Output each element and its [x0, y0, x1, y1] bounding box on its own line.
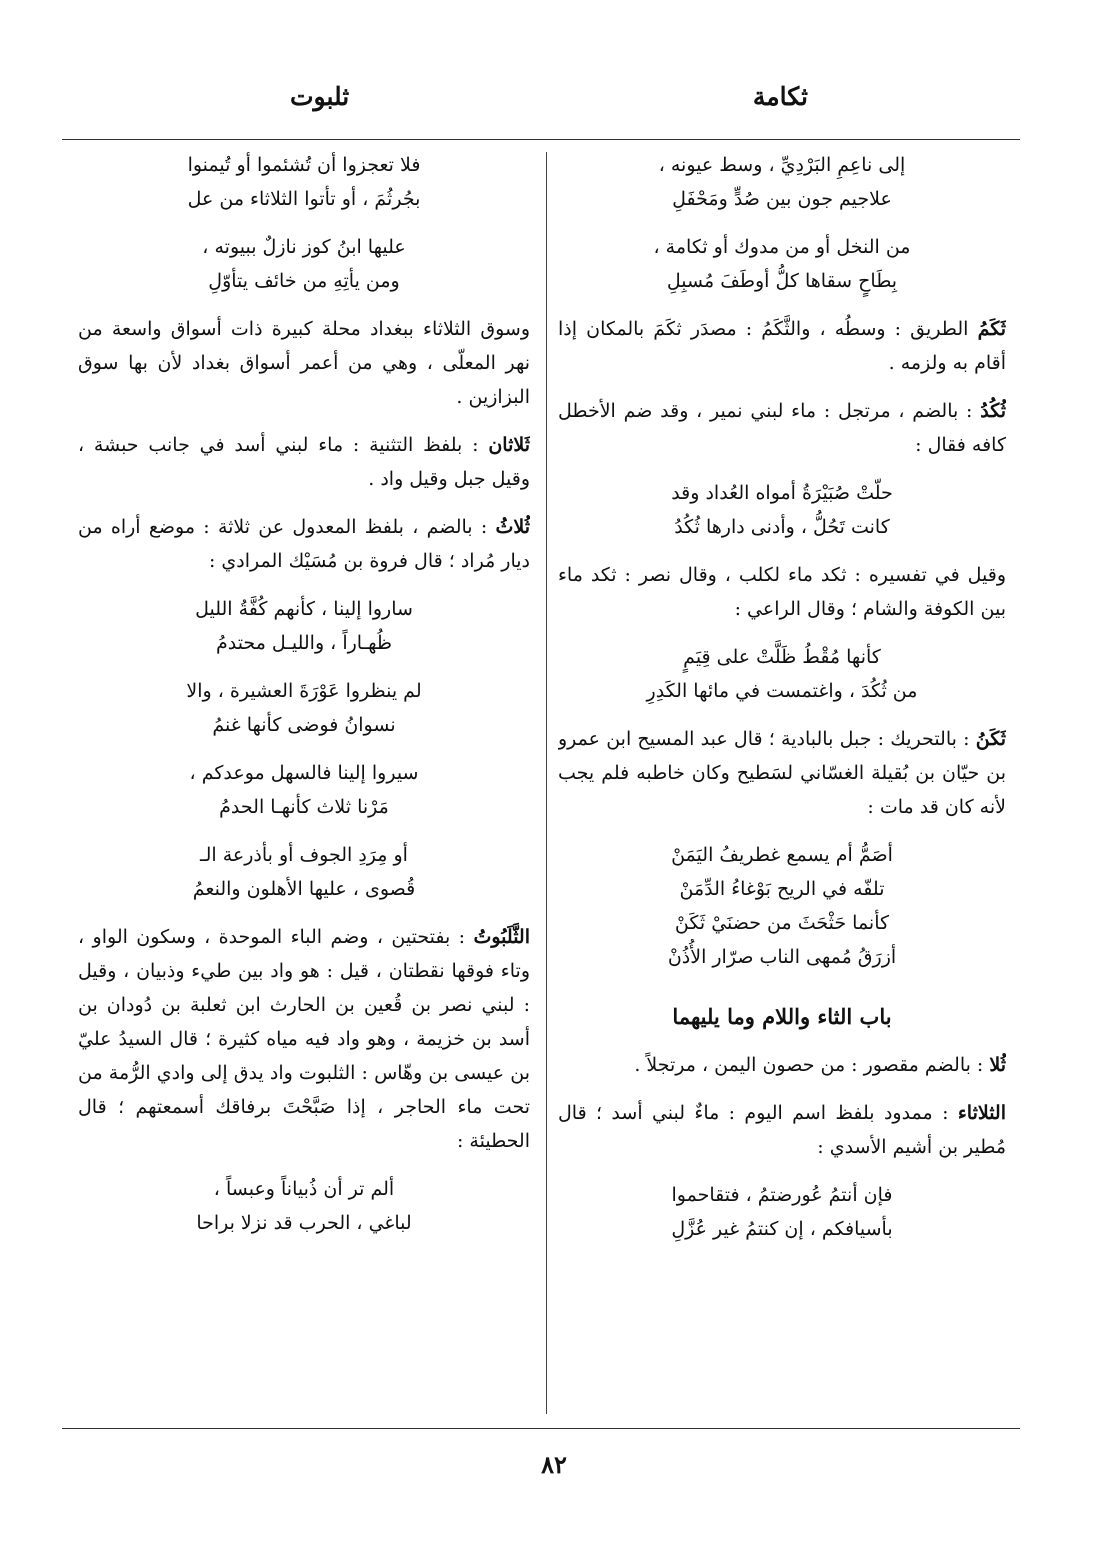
entry-thakan: [558, 722, 1006, 824]
verse-line: ألم تر أن ذُبياناً وعبساً ،: [213, 1178, 395, 1200]
entry-thulath: [78, 510, 530, 578]
entry-headword: ثُكُدُ: [980, 400, 1006, 422]
left-header-title: ثلبوت: [290, 82, 350, 111]
left-column: [78, 148, 530, 1416]
entry-text: : بلفظ التثنية : ماء لبني أسد في جانب حبشة ، وقيل جبل وقيل واد .: [78, 434, 530, 490]
top-rule: [62, 139, 1020, 140]
verse-line: كأنها مُقْطُ ظَلَّتْ على قِيَمٍ: [683, 646, 881, 668]
verse-line: من ثُكُدَ ، واغتمست في مائها الكَدِرِ: [646, 680, 918, 702]
verse: [558, 230, 1006, 298]
right-header-title: ثكامة: [752, 82, 808, 111]
section-heading: باب الثاء واللام وما يليهما: [672, 1004, 892, 1029]
verse-line: مَرْنا ثلاث كأنهـا الحدمُ: [219, 796, 389, 818]
verse: [558, 148, 1006, 216]
bottom-rule: [62, 1428, 1020, 1429]
page-number: ٨٢: [541, 1450, 567, 1479]
entry-thukud: [558, 394, 1006, 462]
entry-headword: ثَكَنُ: [975, 728, 1006, 750]
entry-text: : بالضم ، مرتجل : ماء لبني نمير ، وقد ضم الأخطل كافه فقال :: [558, 400, 1006, 456]
verse: [78, 1172, 530, 1240]
verse-line: علاجيم جون بين صُدٍّ ومَحْفَلِ: [672, 188, 892, 210]
verse-line: حلّتْ صُبَيْرَةُ أمواه العُداد وقد: [671, 482, 893, 504]
entry-text: : بالضم ، بلفظ المعدول عن ثلاثة : موضع أراه من ديار مُراد ؛ قال فروة بن مُسَيْك المرادي :: [78, 516, 530, 572]
verse: [558, 1178, 1006, 1246]
entry-text: : بالتحريك : جبل بالبادية ؛ قال عبد المسيح ابن عمرو بن حيّان بن بُقيلة الغسّاني لسَطيح وكان خاطبه فلم يجب لأنه كان قد مات :: [558, 728, 1006, 818]
verse-line: من النخل أو من مدوك أو ثكامة ،: [653, 236, 911, 258]
entry-text: : بفتحتين ، وضم الباء الموحدة ، وسكون الواو ، وتاء فوقها نقطتان ، قيل : هو واد بين طيء وذبيان ، وقيل : لبني نصر بن قُعين بن الحارث ابن ثعلبة بن دُودان بن أسد بن خزيمة ، وهو واد فيه مياه كثيرة ؛ قال السيدُ عليّ بن عيسى بن وهّاس : الثلبوت واد يدق إلى وادي الرُّمة من تحت ماء الحاجر ، إذا صَبَّحْتَ برفاقك أسمعتهم ؛ قال الحطيئة :: [78, 926, 530, 1152]
verse-line: نسوانُ فوضى كأنها غنمُ: [212, 714, 396, 736]
verse: [78, 592, 530, 660]
verse-line: ظُهـاراً ، والليـل محتدمُ: [215, 632, 393, 654]
entry-tafsir: [558, 558, 1006, 626]
verse: [558, 640, 1006, 708]
verse-line: سيروا إلينا فالسهل موعدكم ،: [189, 762, 419, 784]
verse-line: بِطَاحٍ سقاها كلُّ أوطَفَ مُسبِلِ: [666, 270, 898, 292]
entry-headword: ثَكَمُ: [977, 318, 1006, 340]
entry-thakm: [558, 312, 1006, 380]
entry-thula: [558, 1048, 1006, 1082]
entry-headword: الثَّلَبُوتُ: [473, 926, 530, 948]
verse-line: قُصوى ، عليها الأهلون والنعمُ: [192, 878, 416, 900]
verse-line: بجُرثُمَ ، أو تأتوا الثلاثاء من عل: [187, 188, 421, 210]
verse-line: كأنما حَثْحَثَ من حضنَيْ ثَكَنْ: [674, 912, 890, 934]
verse-line: أو مِرَدِ الجوف أو بأذرعة الـ: [200, 844, 408, 866]
entry-thalabut: [78, 920, 530, 1158]
verse-line: إلى ناعِمِ البَرْدِيِّ ، وسط عيونه ،: [658, 154, 906, 176]
column-divider: [546, 152, 547, 1414]
verse: [558, 838, 1006, 974]
verse-line: كانت تَحُلُّ ، وأدنى دارها ثُكُدُ: [674, 516, 890, 538]
right-column: [558, 148, 1006, 1416]
verse-line: ساروا إلينا ، كأنهم كُفَّةُ الليل: [195, 598, 413, 620]
entry-text: وقيل في تفسيره : ثكد ماء لكلب ، وقال نصر : ثكد ماء بين الكوفة والشام ؛ وقال الراعي :: [558, 564, 1006, 620]
verse-line: فلا تعجزوا أن تُشئموا أو تُيمنوا: [187, 154, 421, 176]
verse-line: أزرَقُ مُمهى الناب صرّار الأُذُنْ: [667, 946, 897, 968]
verse-line: عليها ابنُ كوز نازلٌ ببيوته ،: [202, 236, 406, 258]
verse-line: أصَمُّ أم يسمع غطريفُ اليَمَنْ: [671, 844, 893, 866]
verse: [78, 838, 530, 906]
verse-line: لباغي ، الحرب قد نزلا براحا: [196, 1212, 412, 1234]
verse: [78, 230, 530, 298]
entry-text: الطريق : وسطُه ، والثَّكَمُ : مصدَر ثكَمَ بالمكان إذا أقام به ولزمه .: [558, 318, 1006, 374]
entry-text: وسوق الثلاثاء ببغداد محلة كبيرة ذات أسواق واسعة من نهر المعلّى ، وهي من أعمر أسواق بغداد لأن بها سوق البزازين .: [78, 318, 530, 408]
entry-text: : ممدود بلفظ اسم اليوم : ماءٌ لبني أسد ؛ قال مُطير بن أشيم الأسدي :: [558, 1102, 1006, 1158]
entry-thalathan: [78, 428, 530, 496]
verse: [78, 756, 530, 824]
verse-line: تلفّه في الريح بَوْغاءُ الدِّمَنْ: [679, 878, 885, 900]
entry-suq-althulatha: [78, 312, 530, 414]
entry-headword: الثلاثاء: [957, 1102, 1006, 1124]
entry-thulatha: [558, 1096, 1006, 1164]
verse: [78, 674, 530, 742]
entry-headword: ثَلاثان: [488, 434, 530, 456]
verse-line: بأسيافكم ، إن كنتمُ غير عُزَّلِ: [671, 1218, 893, 1240]
verse: [558, 476, 1006, 544]
entry-headword: ثُلا: [989, 1054, 1006, 1076]
verse-line: لم ينظروا عَوْرَةَ العشيرة ، والا: [186, 680, 422, 702]
entry-text: : بالضم مقصور : من حصون اليمن ، مرتجلاً .: [634, 1054, 990, 1076]
entry-headword: ثُلاثُ: [495, 516, 530, 538]
verse-line: فإن أنتمُ عُورضتمُ ، فتقاحموا: [671, 1184, 893, 1206]
verse: [78, 148, 530, 216]
verse-line: ومن يأتِهِ من خائف يتأوّلِ: [208, 270, 400, 292]
